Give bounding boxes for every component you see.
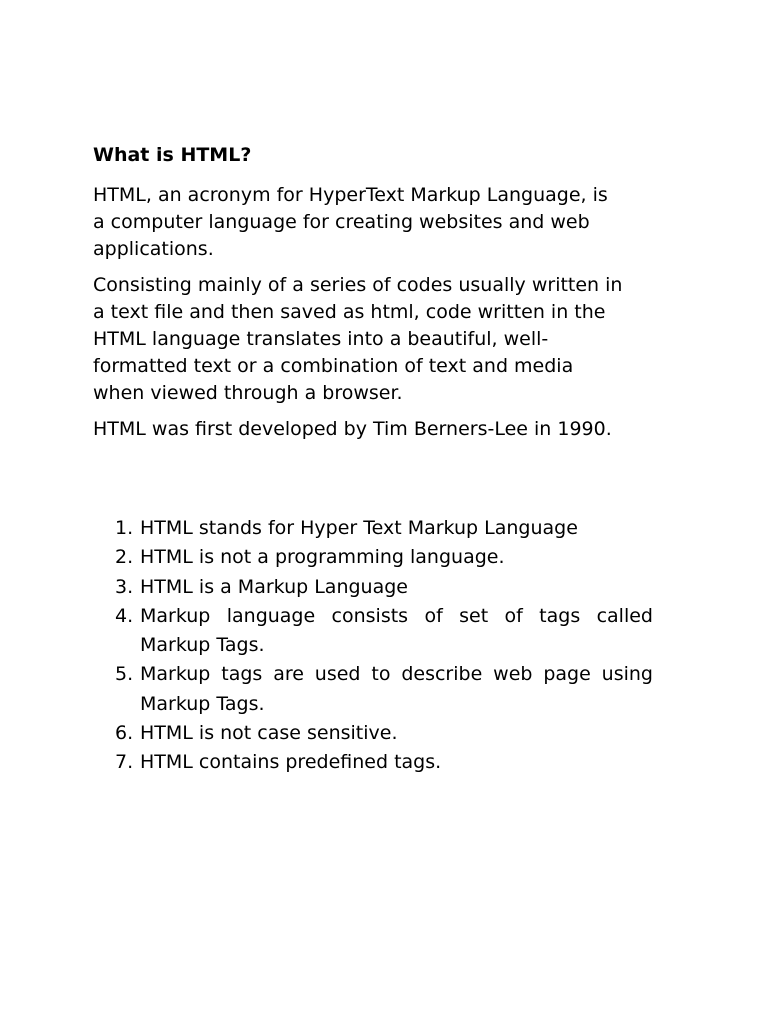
list-number: 2.	[115, 546, 134, 569]
facts-list	[115, 514, 653, 778]
page-title: What is HTML?	[93, 144, 252, 166]
paragraph-line: a text file and then saved as html, code written in the	[93, 301, 606, 323]
list-number: 4.	[115, 604, 134, 627]
list-number: 3.	[115, 575, 134, 598]
paragraph-line: when viewed through a browser.	[93, 382, 403, 404]
paragraph-line: Consisting mainly of a series of codes usually written in	[93, 274, 623, 296]
list-item	[115, 719, 653, 748]
list-item-text: HTML is not case sensitive.	[140, 722, 398, 745]
list-item	[115, 514, 653, 543]
paragraph-line: formatted text or a combination of text and media	[93, 355, 574, 377]
list-number: 1.	[115, 517, 134, 539]
paragraph-description	[93, 272, 675, 407]
list-item-text-continued: Markup Tags.	[140, 692, 265, 715]
paragraph-line: HTML language translates into a beautiful, well-	[93, 328, 549, 350]
list-item-text-continued: Markup Tags.	[140, 634, 265, 657]
list-number: 7.	[115, 751, 134, 774]
paragraph-definition	[93, 182, 675, 263]
list-item-text: HTML is not a programming language.	[140, 546, 505, 569]
paragraph-history	[93, 416, 675, 443]
document-page	[93, 141, 675, 774]
paragraph-line: HTML, an acronym for HyperText Markup Language, is	[93, 184, 608, 206]
paragraph-line: a computer language for creating websites and web	[93, 211, 590, 233]
list-item-text: Markup language consists of set of tags called	[140, 604, 653, 627]
list-number: 6.	[115, 722, 134, 745]
list-item	[115, 573, 653, 602]
list-item-text: Markup tags are used to describe web page using	[140, 663, 653, 686]
list-item	[115, 748, 653, 777]
list-item	[115, 660, 653, 719]
list-item-text: HTML contains predefined tags.	[140, 751, 442, 774]
paragraph-line: applications.	[93, 238, 214, 260]
paragraph-line: HTML was first developed by Tim Berners-Lee in 1990.	[93, 418, 612, 440]
list-number: 5.	[115, 663, 134, 686]
list-item-text: HTML is a Markup Language	[140, 575, 408, 598]
list-item-text: HTML stands for Hyper Text Markup Language	[140, 517, 578, 539]
list-item	[115, 543, 653, 572]
list-item	[115, 602, 653, 661]
